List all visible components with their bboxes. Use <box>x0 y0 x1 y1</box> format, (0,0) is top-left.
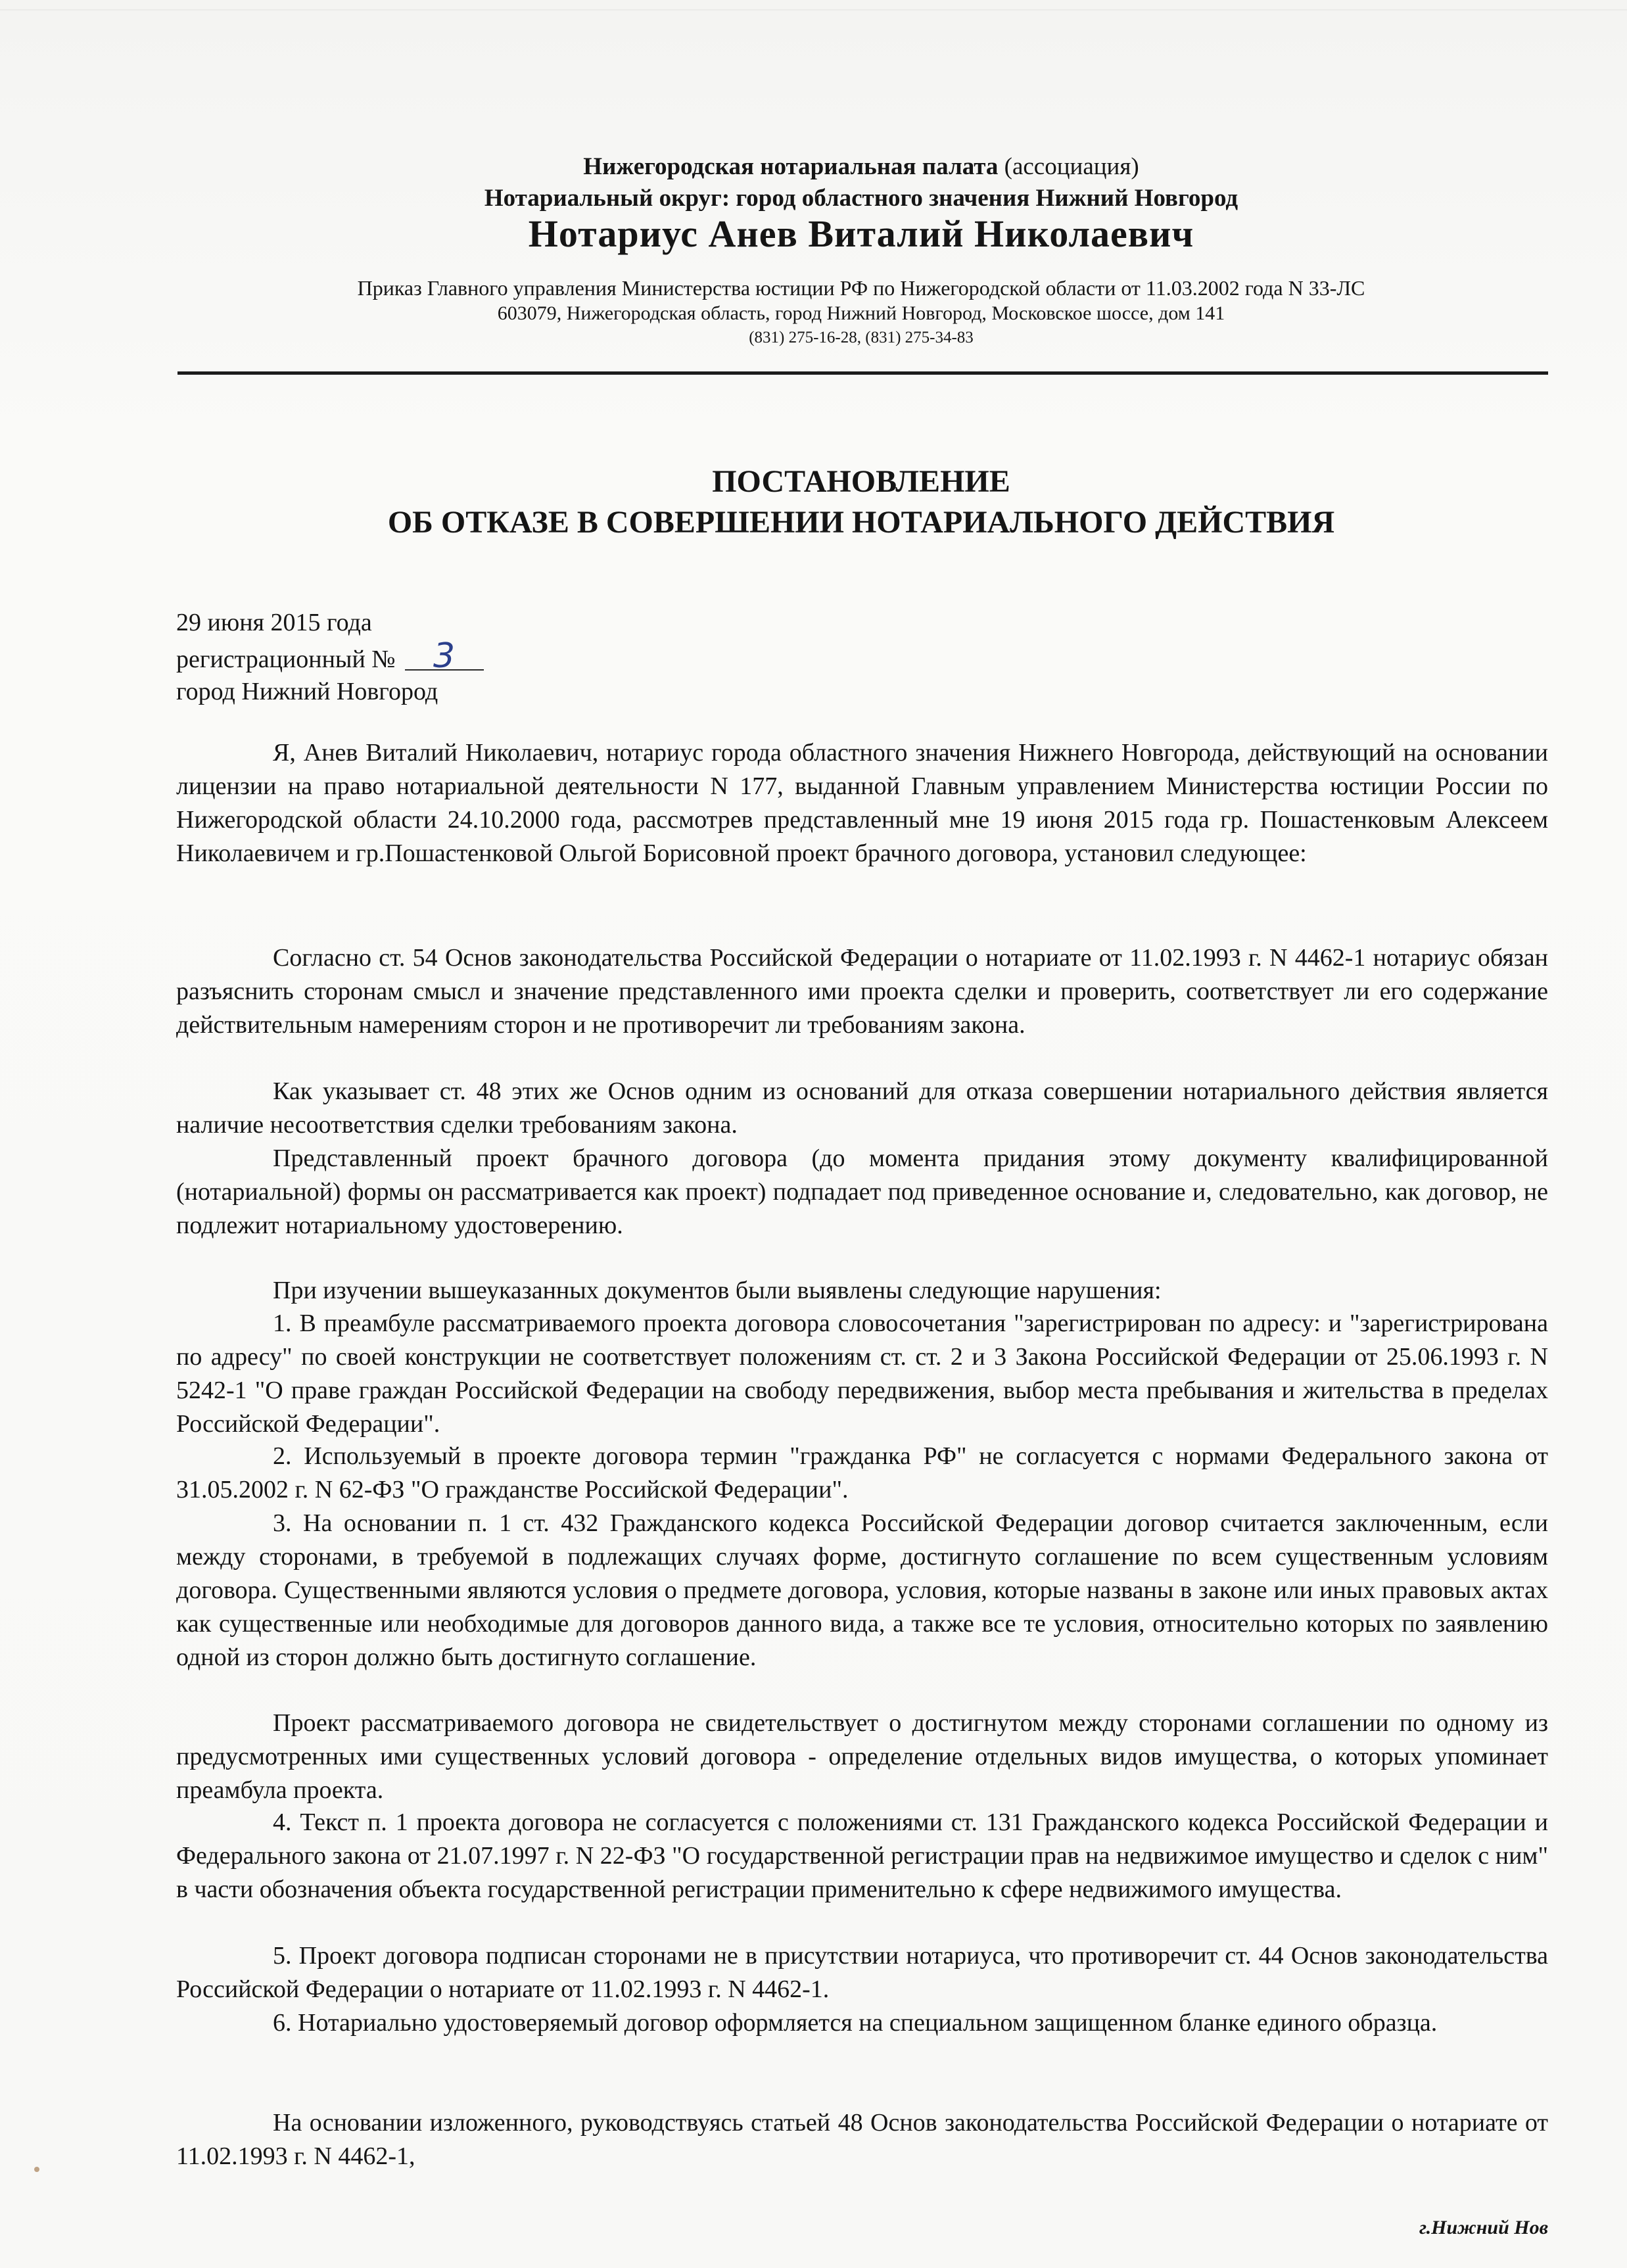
paper-speck <box>34 2167 39 2172</box>
violations-intro: При изучении вышеуказанных документов были выявлены следующие нарушения: <box>273 1277 1162 1304</box>
final-paragraph: На основании изложенного, руководствуясь статьей 48 Основ законодательства Российской Федерации о нотариате от 11.02.1993 г. N 4462-1, <box>176 2109 1548 2170</box>
document-subtitle: ОБ ОТКАЗЕ В СОВЕРШЕНИИ НОТАРИАЛЬНОГО ДЕЙСТВИЯ <box>387 505 1335 540</box>
registration-label: регистрационный № <box>176 646 396 673</box>
document-date: 29 июня 2015 года <box>176 609 372 636</box>
office-address: 603079, Нижегородская область, город Нижний Новгород, Московское шоссе, дом 141 <box>497 302 1225 324</box>
chamber-suffix: (ассоциация) <box>1004 153 1139 180</box>
intro-paragraph: Я, Анев Виталий Николаевич, нотариус города областного значения Нижнего Новгорода, действующий на основании лицензии на право нотариальной деятельности N 177, выданной Главным управлением Министерства юстиции России по Нижегородской области 24.10.2000 года, рассмотрев представленный мне 19 июня 2015 года гр. Пошастенковым Алексеем Николаевичем и гр.Пошастенковой Ольгой Борисовной проект брачного договора, установил следующее: <box>176 739 1548 867</box>
header-divider <box>177 371 1548 375</box>
violation-5: 5. Проект договора подписан сторонами не в присутствии нотариуса, что противоречит ст. 44 Основ законодательства Российской Федерации о нотариате от 11.02.1993 г. N 4462-1. <box>176 1942 1548 2003</box>
violation-4: 4. Текст п. 1 проекта договора не согласуется с положениями ст. 131 Гражданского кодекса Российской Федерации и Федерального закона от 21.07.1997 г. N 22-ФЗ "О государственной регистрации прав на недвижимое имущество и сделок с ним" в части обозначения объекта государственной регистрации применительно к сфере недвижимого имущества. <box>176 1808 1548 1903</box>
paper-crease <box>0 9 1627 11</box>
violation-6: 6. Нотариально удостоверяемый договор оформляется на специальном защищенном бланке единого образца. <box>273 2009 1438 2037</box>
notarial-district: Нотариальный округ: город областного значения Нижний Новгород <box>484 185 1238 212</box>
appointment-order: Приказ Главного управления Министерства юстиции РФ по Нижегородской области от 11.03.2002 года N 33-ЛС <box>357 276 1365 300</box>
document-city: город Нижний Новгород <box>176 678 438 705</box>
violation-3: 3. На основании п. 1 ст. 432 Гражданского кодекса Российской Федерации договор считается заключенным, если между сторонами, в требуемой в подлежащих случаях форме, достигнуто соглашение по всем существенным условиям договора. Существенными являются условия о предмете договора, условия, которые названы в законе или иных правовых актах как существенные или необходимые для договоров данного вида, а также все те условия, относительно которых по заявлению одной из сторон должно быть достигнуто соглашение. <box>176 1509 1548 1671</box>
chamber-name: Нижегородская нотариальная палата (ассоциация) <box>583 153 1139 180</box>
footer-city: г.Нижний Нов <box>1419 2217 1548 2238</box>
paragraph-article-54: Согласно ст. 54 Основ законодательства Российской Федерации о нотариате от 11.02.1993 г. N 4462-1 нотариус обязан разъяснить сторонам смысл и значение представленного ими проекта сделки и проверить, соответствует ли его содержание действительным намерениям сторон и не противоречит ли требованиям закона. <box>176 944 1548 1039</box>
office-phones: (831) 275-16-28, (831) 275-34-83 <box>749 329 974 346</box>
paragraph-article-48: Как указывает ст. 48 этих же Основ одним из оснований для отказа совершении нотариального действия является наличие несоответствия сделки требованиям закона. <box>176 1077 1548 1139</box>
registration-line <box>176 636 484 676</box>
violation-3-continued: Проект рассматриваемого договора не свидетельствует о достигнутом между сторонами соглашении по одному из предусмотренных ими существенных условий договора - определение отдельных видов имущества, о которых упоминает преамбула проекта. <box>176 1709 1548 1804</box>
paragraph-draft-status: Представленный проект брачного договора (до момента придания этому документу квалифицированной (нотариальной) формы он рассматривается как проект) подпадает под приведенное основание и, следовательно, как договор, не подлежит нотариальному удостоверению. <box>176 1145 1548 1239</box>
registration-number: 3 <box>405 643 484 671</box>
violation-1: 1. В преамбуле рассматриваемого проекта договора словосочетания "зарегистрирован по адресу: и "зарегистрирована по адресу" по своей конструкции не соответствует положениям ст. ст. 2 и 3 Закона Российской Федерации от 25.06.1993 г. N 5242-1 "О праве граждан Российской Федерации на свободу передвижения, выбор места пребывания и жительства в пределах Российской Федерации". <box>176 1310 1548 1438</box>
document-title: ПОСТАНОВЛЕНИЕ <box>712 464 1010 499</box>
notary-name: Нотариус Анев Виталий Николаевич <box>528 212 1194 255</box>
violation-2: 2. Используемый в проекте договора термин "гражданка РФ" не согласуется с нормами Федерального закона от 31.05.2002 г. N 62-ФЗ "О гражданстве Российской Федерации". <box>176 1442 1548 1503</box>
